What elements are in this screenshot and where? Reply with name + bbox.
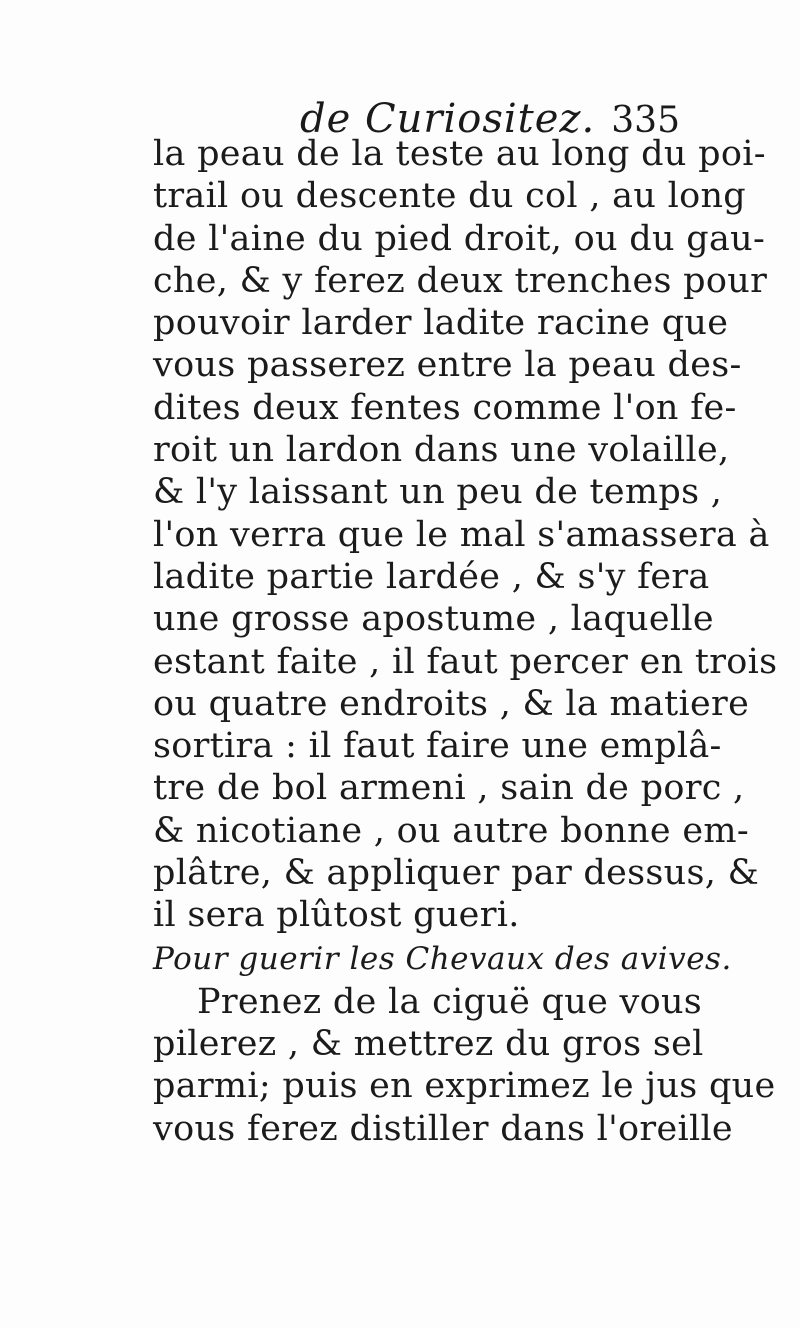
paragraph-1 [153,133,778,937]
text-line: la peau de la teste au long du poi- [153,134,766,174]
text-line: il sera plûtost gueri. [153,895,520,936]
page-number: 335 [611,100,680,141]
section-heading: Pour guerir les Chevaux des avives. [153,940,732,977]
text-line: l'on verra que le mal s'amassera à [153,514,770,555]
text-line: & l'y laissant un peu de temps , [153,472,723,513]
text-line: che, & y ferez deux trenches pour [153,260,768,301]
text-line: parmi; puis en exprimez le jus que [153,1066,776,1107]
text-line: une grosse apostume , laquelle [153,599,714,640]
text-line: sortira : il faut faire une emplâ- [153,726,722,767]
running-title: de Curiositez. [300,96,596,142]
text-line: vous ferez distiller dans l'oreille [153,1108,733,1149]
text-line: roit un lardon dans une volaille, [153,430,730,471]
text-line: & nicotiane , ou autre bonne em- [153,810,749,851]
text-line: estant faite , il faut percer en trois [153,641,778,682]
paragraph-2 [153,981,776,1150]
text-line: tre de bol armeni , sain de porc , [153,768,745,809]
text-line: ladite partie lardée , & s'y fera [153,556,710,597]
text-line: de l'aine du pied droit, ou du gau- [153,218,766,259]
text-line: trail ou descente du col , au long [153,176,747,217]
text-line: pilerez , & mettrez du gros sel [153,1023,704,1064]
text-line: dites deux fentes comme l'on fe- [153,387,737,428]
text-line: vous passerez entre la peau des- [153,345,742,386]
body-text [153,133,778,1150]
text-line: ou quatre endroits , & la matiere [153,683,750,724]
text-line: pouvoir larder ladite racine que [153,303,729,344]
text-line: Prenez de la ciguë que vous [197,981,703,1022]
text-line: plâtre, & appliquer par dessus, & [153,853,760,894]
